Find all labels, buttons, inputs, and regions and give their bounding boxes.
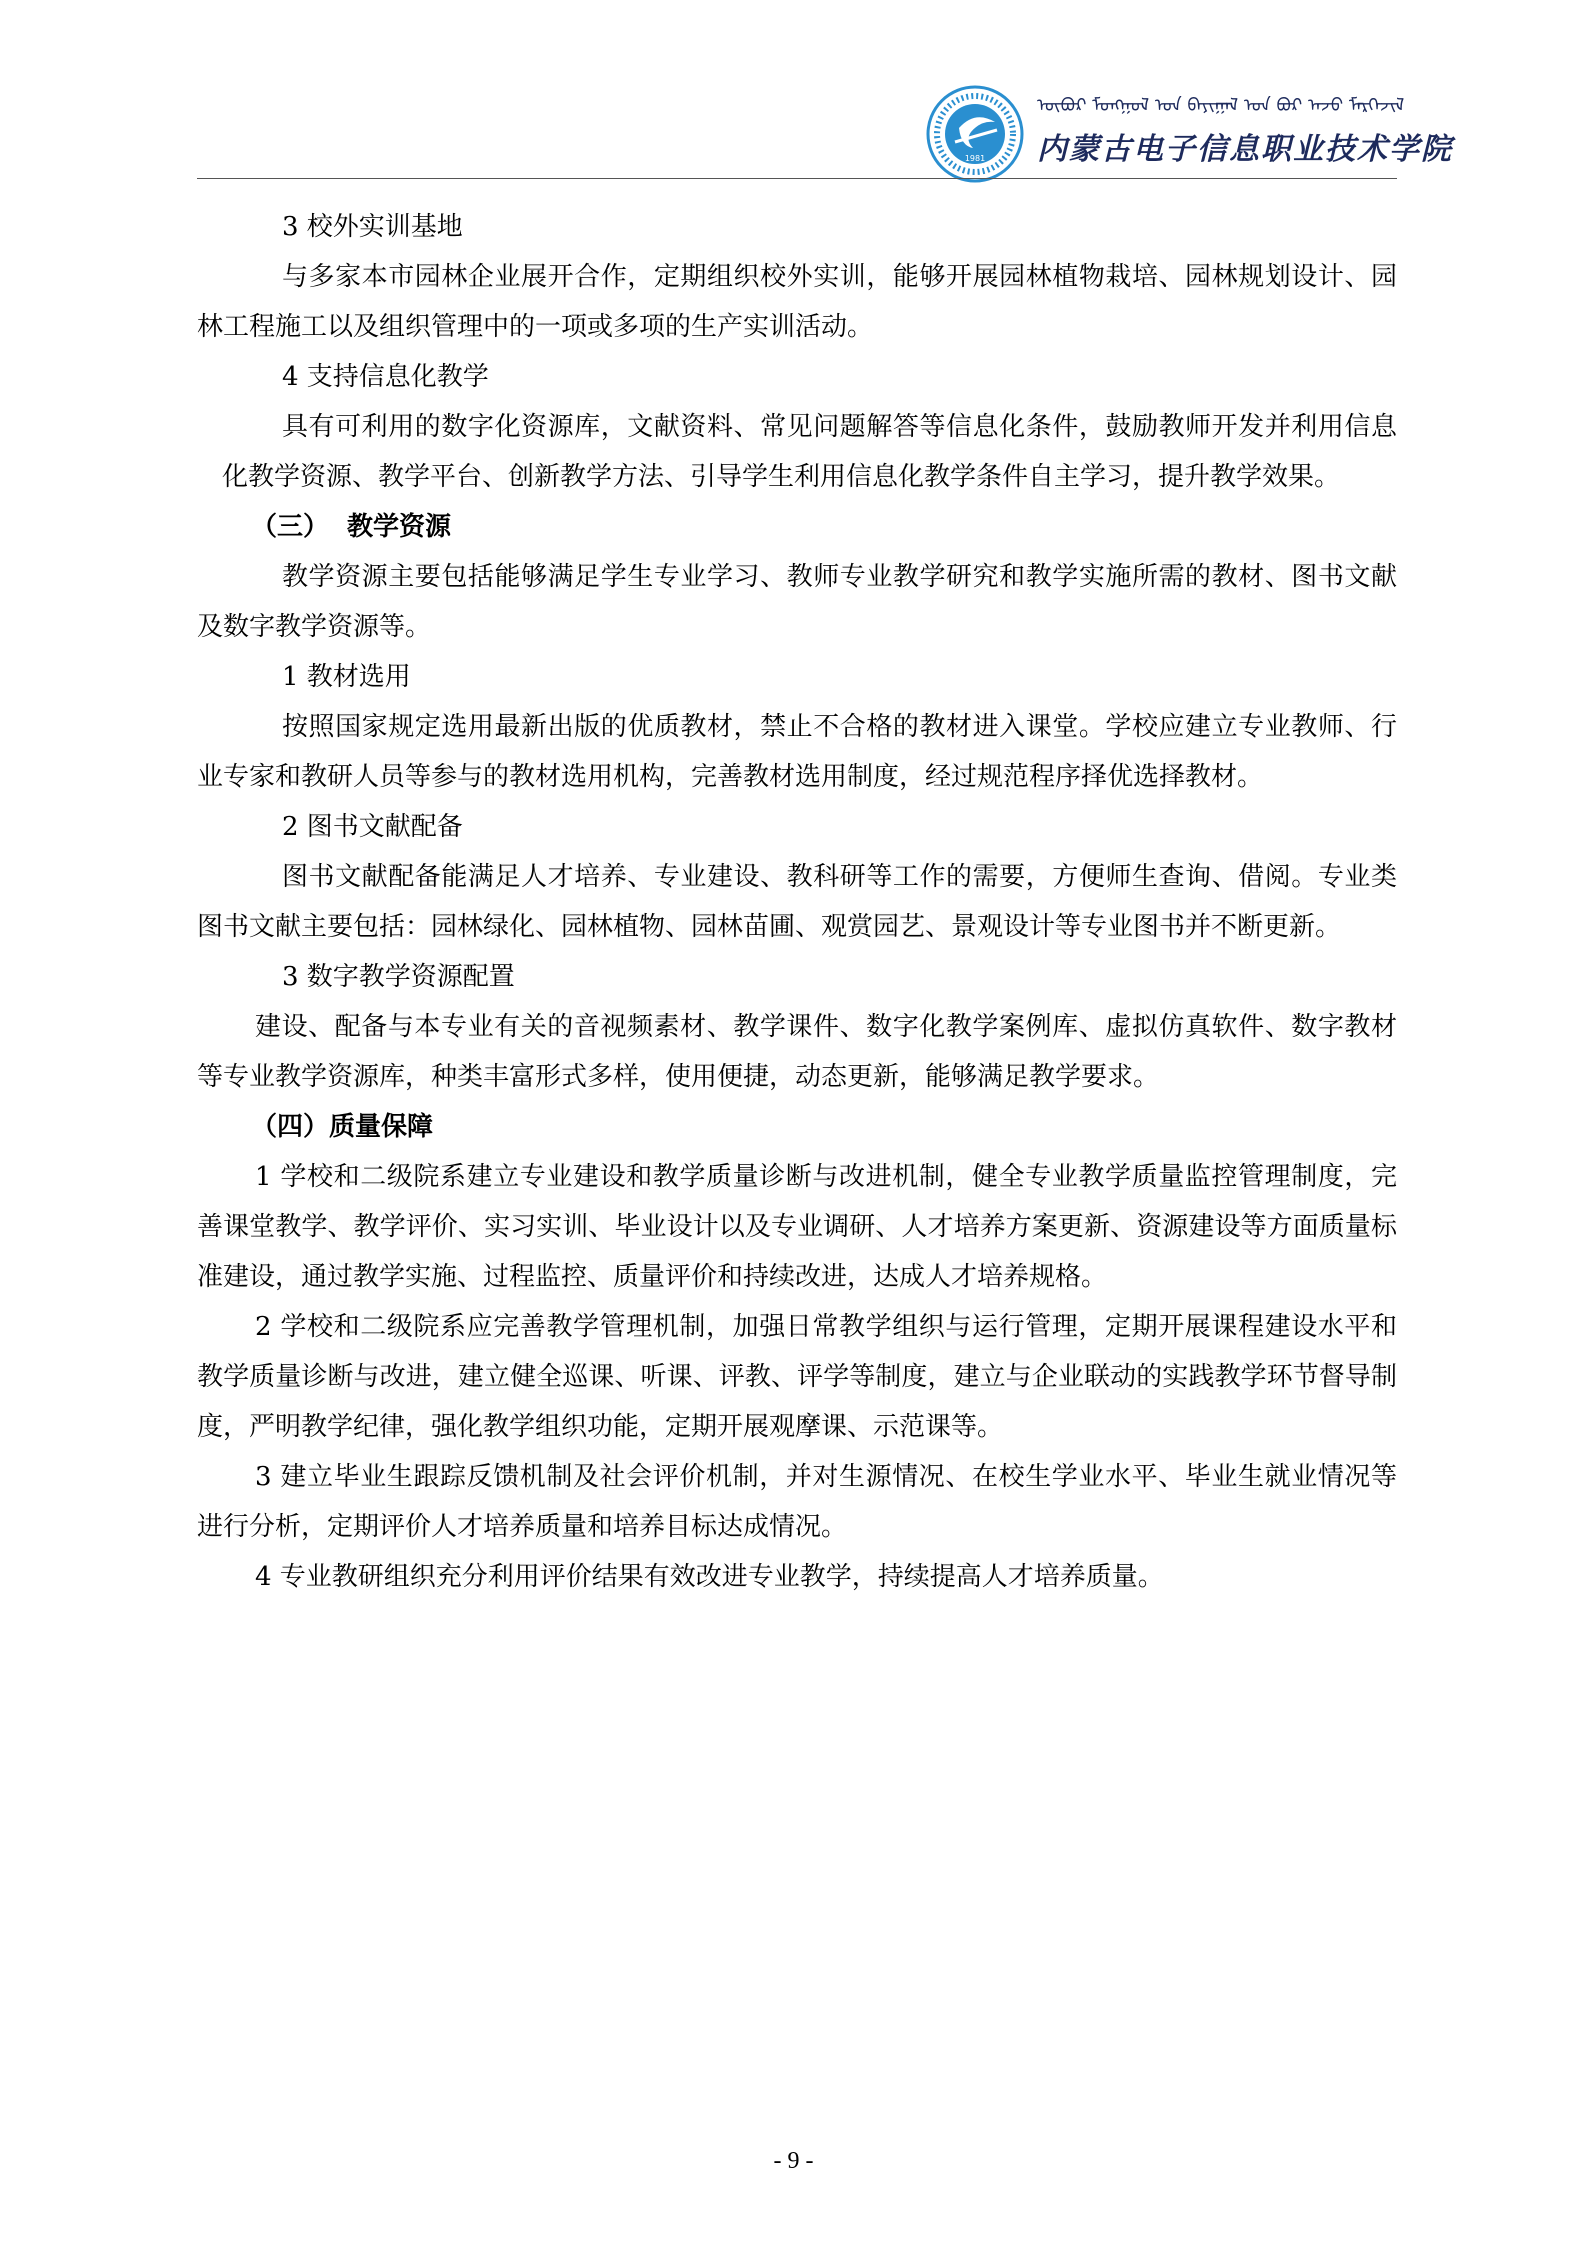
paragraph-library: 图书文献配备能满足人才培养、专业建设、教科研等工作的需要，方便师生查询、借阅。专业类图书文献主要包括：园林绿化、园林植物、园林苗圃、观赏园艺、景观设计等专业图书并不断更新。 bbox=[197, 862, 1397, 942]
subheading-textbook-selection: 1 教材选用 bbox=[282, 662, 411, 692]
paragraph-resources-intro: 教学资源主要包括能够满足学生专业学习、教师专业教学研究和教学实施所需的教材、图书文献及数字教学资源等。 bbox=[197, 562, 1397, 642]
paragraph-quality-2: 2 学校和二级院系应完善教学管理机制，加强日常教学组织与运行管理，定期开展课程建设水平和教学质量诊断与改进，建立健全巡课、听课、评教、评学等制度，建立与企业联动的实践教学环节督导制度，严明教学纪律，强化教学组织功能，定期开展观摩课、示范课等。 bbox=[197, 1312, 1397, 1442]
section-heading-quality-assurance: （四）质量保障 bbox=[251, 1112, 434, 1142]
paragraph-textbook-selection: 按照国家规定选用最新出版的优质教材，禁止不合格的教材进入课堂。学校应建立专业教师、行业专家和教研人员等参与的教材选用机构，完善教材选用制度，经过规范程序择优选择教材。 bbox=[197, 712, 1397, 792]
paragraph-it-teaching: 具有可利用的数字化资源库，文献资料、常见问题解答等信息化条件，鼓励教师开发并利用信息化教学资源、教学平台、创新教学方法、引导学生利用信息化教学条件自主学习，提升教学效果。 bbox=[222, 412, 1397, 492]
subheading-library: 2 图书文献配备 bbox=[282, 812, 463, 842]
page-number: - 9 - bbox=[773, 2148, 814, 2174]
paragraph-quality-1: 1 学校和二级院系建立专业建设和教学质量诊断与改进机制，健全专业教学质量监控管理制度，完善课堂教学、教学评价、实习实训、毕业设计以及专业调研、人才培养方案更新、资源建设等方面质量标准建设，通过教学实施、过程监控、质量评价和持续改进，达成人才培养规格。 bbox=[197, 1162, 1397, 1292]
document-body bbox=[197, 202, 1397, 1602]
page-header bbox=[197, 70, 1453, 180]
paragraph-digital-resources: 建设、配备与本专业有关的音视频素材、教学课件、数字化教学案例库、虚拟仿真软件、数字教材等专业教学资源库，种类丰富形式多样，使用便捷，动态更新，能够满足教学要求。 bbox=[197, 1012, 1397, 1092]
subheading-it-teaching: 4 支持信息化教学 bbox=[282, 362, 489, 392]
section-title: 教学资源 bbox=[347, 512, 452, 542]
subheading-offcampus-base: 3 校外实训基地 bbox=[282, 212, 463, 242]
header-divider bbox=[197, 178, 1397, 179]
paragraph-quality-3: 3 建立毕业生跟踪反馈机制及社会评价机制，并对生源情况、在校生学业水平、毕业生就业情况等进行分析，定期评价人才培养质量和培养目标达成情况。 bbox=[197, 1462, 1397, 1542]
college-logo-icon bbox=[925, 84, 1025, 184]
subheading-digital-resources: 3 数字教学资源配置 bbox=[282, 962, 515, 992]
section-heading-teaching-resources bbox=[197, 502, 1397, 552]
paragraph-quality-4: 4 专业教研组织充分利用评价结果有效改进专业教学，持续提高人才培养质量。 bbox=[255, 1562, 1164, 1592]
section-number: （三） bbox=[251, 512, 330, 542]
mongolian-college-name: ᠥᠪᠥᠷ ᠮᠣᠩᠭᠣᠯ ᠤᠨ ᠪᠠᠶᠢᠭᠠᠯ ᠤᠨ ᠪᠤᠷ ᠠᠵᠤ ᠮᠡᠷᠭᠡᠵᠢᠯ bbox=[1037, 95, 1405, 116]
college-name: 内蒙古电子信息职业技术学院 bbox=[1037, 132, 1453, 167]
logo-year: 1981 bbox=[964, 154, 986, 163]
paragraph-offcampus-base: 与多家本市园林企业展开合作，定期组织校外实训，能够开展园林植物栽培、园林规划设计、园林工程施工以及组织管理中的一项或多项的生产实训活动。 bbox=[197, 262, 1397, 342]
